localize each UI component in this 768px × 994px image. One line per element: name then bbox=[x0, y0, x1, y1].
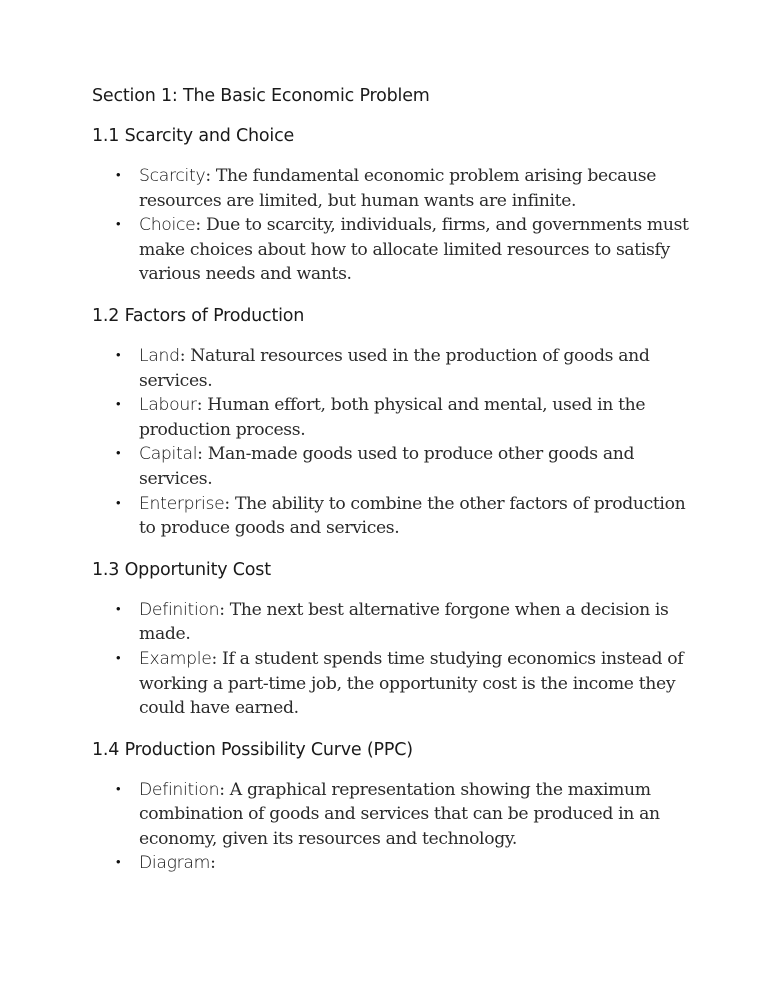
term-label: Example bbox=[139, 648, 212, 669]
bullet-list bbox=[92, 344, 692, 541]
term-description: : A graphical representation showing the maximum combination of goods and services that can be produced in an economy, given its resources and technology. bbox=[139, 779, 660, 849]
document-title: Section 1: The Basic Economic Problem bbox=[92, 86, 430, 106]
section-heading: 1.2 Factors of Production bbox=[92, 305, 305, 326]
list-item bbox=[92, 393, 692, 442]
bullet-icon: • bbox=[116, 650, 121, 666]
term-label: Capital bbox=[139, 444, 198, 465]
bullet-list bbox=[92, 778, 692, 876]
section-heading: 1.1 Scarcity and Choice bbox=[92, 126, 295, 146]
term-description: : If a student spends time studying economics instead of working a part-time job, the opportunity cost is the income they could have earned. bbox=[139, 648, 684, 719]
term-label: Enterprise bbox=[139, 493, 225, 514]
bullet-icon: • bbox=[116, 601, 121, 617]
bullet-list bbox=[92, 164, 692, 287]
list-item bbox=[92, 442, 692, 491]
list-item bbox=[92, 598, 692, 647]
term-description: : The next best alternative forgone when a decision is made. bbox=[139, 599, 669, 645]
term-description: : Human effort, both physical and mental, used in the production process. bbox=[139, 395, 646, 440]
term-description: : bbox=[210, 853, 216, 874]
list-item bbox=[92, 778, 692, 852]
list-item bbox=[92, 851, 692, 876]
term-label: Choice bbox=[139, 215, 196, 236]
bullet-icon: • bbox=[116, 855, 121, 871]
term-label: Scarcity bbox=[139, 166, 206, 186]
term-label: Definition bbox=[139, 779, 220, 800]
term-description: : Due to scarcity, individuals, firms, and governments must make choices about how to allocate limited resources to satisfy various needs and wants. bbox=[139, 215, 689, 285]
term-description: : The ability to combine the other factors of production to produce goods and services. bbox=[139, 493, 686, 539]
list-item bbox=[92, 647, 692, 721]
list-item bbox=[92, 213, 692, 287]
bullet-icon: • bbox=[116, 168, 121, 183]
section-heading: 1.4 Production Possibility Curve (PPC) bbox=[92, 739, 413, 760]
bullet-icon: • bbox=[116, 446, 121, 462]
bullet-icon: • bbox=[116, 397, 121, 413]
term-description: : Natural resources used in the production of goods and services. bbox=[139, 345, 650, 391]
bullet-icon: • bbox=[116, 495, 121, 511]
list-item bbox=[92, 492, 692, 541]
term-label: Diagram bbox=[139, 853, 211, 874]
list-item bbox=[92, 344, 692, 393]
bullet-icon: • bbox=[116, 347, 121, 363]
term-description: : Man-made goods used to produce other goods and services. bbox=[139, 444, 635, 489]
bullet-icon: • bbox=[116, 781, 121, 797]
term-label: Definition bbox=[139, 599, 220, 620]
document-page bbox=[92, 84, 692, 893]
section-heading: 1.3 Opportunity Cost bbox=[92, 559, 271, 580]
bullet-icon: • bbox=[116, 217, 121, 233]
term-label: Labour bbox=[139, 395, 197, 416]
term-label: Land bbox=[139, 345, 180, 366]
term-description: : The fundamental economic problem arising because resources are limited, but human wants are infinite. bbox=[139, 166, 657, 211]
bullet-list bbox=[92, 598, 692, 721]
list-item bbox=[92, 164, 692, 213]
